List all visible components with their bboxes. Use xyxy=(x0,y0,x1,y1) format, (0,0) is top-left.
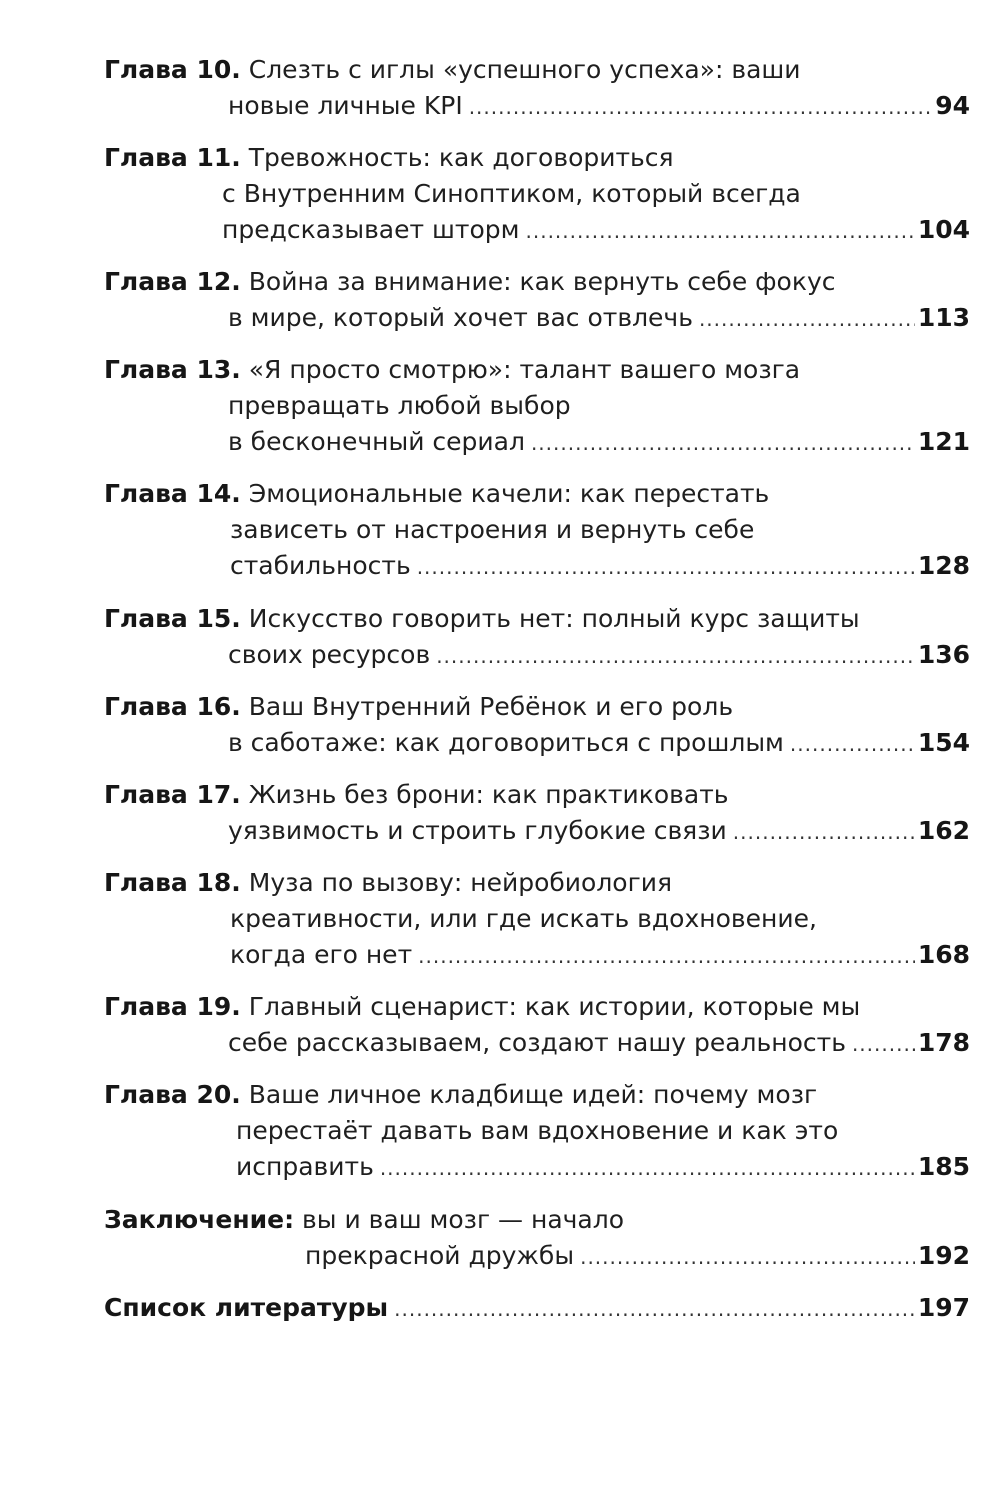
toc-entry-last-line xyxy=(236,1149,970,1185)
chapter-label: Глава 16. xyxy=(104,692,241,721)
toc-entry-first-line xyxy=(104,601,860,637)
page-number: 154 xyxy=(917,728,970,757)
toc-entry-last-line xyxy=(305,1238,970,1274)
chapter-title-line: стабильность xyxy=(230,551,411,580)
chapter-label: Глава 15. xyxy=(104,604,241,633)
toc-entry-first-line xyxy=(104,689,733,725)
chapter-title-line: предсказывает шторм xyxy=(222,215,520,244)
page-number: 104 xyxy=(917,215,970,244)
section-label: Заключение: xyxy=(104,1205,295,1234)
dot-leader xyxy=(852,1026,915,1062)
chapter-title-line: исправить xyxy=(236,1152,374,1181)
toc-entry-first-line xyxy=(104,52,801,88)
chapter-title-line: в саботаже: как договориться с прошлым xyxy=(228,728,784,757)
dot-leader xyxy=(526,213,915,249)
dot-leader xyxy=(531,425,915,461)
chapter-title-line: Муза по вызову: нейробиология xyxy=(248,868,673,897)
dot-leader xyxy=(394,1291,915,1327)
toc-entry-last-line xyxy=(230,548,970,584)
chapter-label: Глава 20. xyxy=(104,1080,241,1109)
page-number: 128 xyxy=(917,551,970,580)
toc-entry-last-line xyxy=(230,937,970,973)
dot-leader xyxy=(380,1150,915,1186)
toc-entry-first-line xyxy=(104,865,672,901)
chapter-title-line: своих ресурсов xyxy=(228,640,431,669)
chapter-label: Глава 11. xyxy=(104,143,241,172)
dot-leader xyxy=(733,814,915,850)
chapter-title-line: с Внутренним Синоптиком, который всегда xyxy=(222,179,801,208)
chapter-title-line: Тревожность: как договориться xyxy=(248,143,674,172)
chapter-title-line: Эмоциональные качели: как перестать xyxy=(248,479,770,508)
chapter-label: Глава 14. xyxy=(104,479,241,508)
section-title-line: вы и ваш мозг — начало xyxy=(302,1205,625,1234)
chapter-title-line: «Я просто смотрю»: талант вашего мозга xyxy=(248,355,801,384)
chapter-title-line: уязвимость и строить глубокие связи xyxy=(228,816,727,845)
toc-entry-first-line xyxy=(104,1202,624,1238)
dot-leader xyxy=(469,89,933,125)
toc-entry-last-line xyxy=(222,212,970,248)
toc-entry-last-line xyxy=(228,88,970,124)
toc-entry-last-line xyxy=(104,1290,970,1326)
section-title-line: прекрасной дружбы xyxy=(305,1241,575,1270)
chapter-title-line: креативности, или где искать вдохновение, xyxy=(230,904,817,933)
toc-entry-last-line xyxy=(228,1025,970,1061)
chapter-label: Глава 18. xyxy=(104,868,241,897)
chapter-title-line: Ваше личное кладбище идей: почему мозг xyxy=(248,1080,818,1109)
chapter-title-line: Ваш Внутренний Ребёнок и его роль xyxy=(248,692,734,721)
chapter-title-line: себе рассказываем, создают нашу реальность xyxy=(228,1028,846,1057)
chapter-label: Глава 19. xyxy=(104,992,241,1021)
dot-leader xyxy=(790,726,915,762)
toc-entry-first-line xyxy=(104,352,800,388)
page-number: 168 xyxy=(917,940,970,969)
dot-leader xyxy=(436,638,915,674)
chapter-label: Глава 10. xyxy=(104,55,241,84)
page-number: 94 xyxy=(935,91,970,120)
chapter-title-line: Главный сценарист: как истории, которые мы xyxy=(248,992,861,1021)
toc-entry-first-line xyxy=(104,989,860,1025)
chapter-title-line: Война за внимание: как вернуть себе фокус xyxy=(248,267,836,296)
toc-entry-first-line xyxy=(104,140,674,176)
page-number: 178 xyxy=(917,1028,970,1057)
chapter-title-line: в бесконечный сериал xyxy=(228,427,525,456)
chapter-title-line: новые личные KPI xyxy=(228,91,463,120)
dot-leader xyxy=(418,938,915,974)
chapter-title-line: Слезть с иглы «успешного успеха»: ваши xyxy=(248,55,801,84)
chapter-title-line: Жизнь без брони: как практиковать xyxy=(248,780,729,809)
chapter-label: Глава 17. xyxy=(104,780,241,809)
page-number: 185 xyxy=(917,1152,970,1181)
page-number: 121 xyxy=(917,427,970,456)
toc-entry-last-line xyxy=(228,300,970,336)
chapter-title-line: Искусство говорить нет: полный курс защиты xyxy=(248,604,860,633)
chapter-title-line: зависеть от настроения и вернуть себе xyxy=(230,515,755,544)
dot-leader xyxy=(699,301,915,337)
section-label: Список литературы xyxy=(104,1293,389,1322)
page-number: 192 xyxy=(917,1241,970,1270)
chapter-label: Глава 12. xyxy=(104,267,241,296)
toc-entry-last-line xyxy=(228,424,970,460)
toc-entry-first-line xyxy=(104,476,769,512)
toc-entry-last-line xyxy=(228,637,970,673)
page-number: 162 xyxy=(917,816,970,845)
chapter-title-line: превращать любой выбор xyxy=(228,391,571,420)
chapter-title-line: когда его нет xyxy=(230,940,413,969)
chapter-title-line: в мире, который хочет вас отвлечь xyxy=(228,303,693,332)
page-number: 113 xyxy=(917,303,970,332)
page-number: 136 xyxy=(917,640,970,669)
page-number: 197 xyxy=(917,1293,970,1322)
dot-leader xyxy=(580,1239,915,1275)
chapter-title-line: перестаёт давать вам вдохновение и как это xyxy=(236,1116,839,1145)
toc-entry-last-line xyxy=(228,813,970,849)
dot-leader xyxy=(417,549,915,585)
toc-entry-first-line xyxy=(104,264,835,300)
chapter-label: Глава 13. xyxy=(104,355,241,384)
toc-entry-first-line xyxy=(104,777,729,813)
toc-entry-first-line xyxy=(104,1077,817,1113)
toc-entry-last-line xyxy=(228,725,970,761)
